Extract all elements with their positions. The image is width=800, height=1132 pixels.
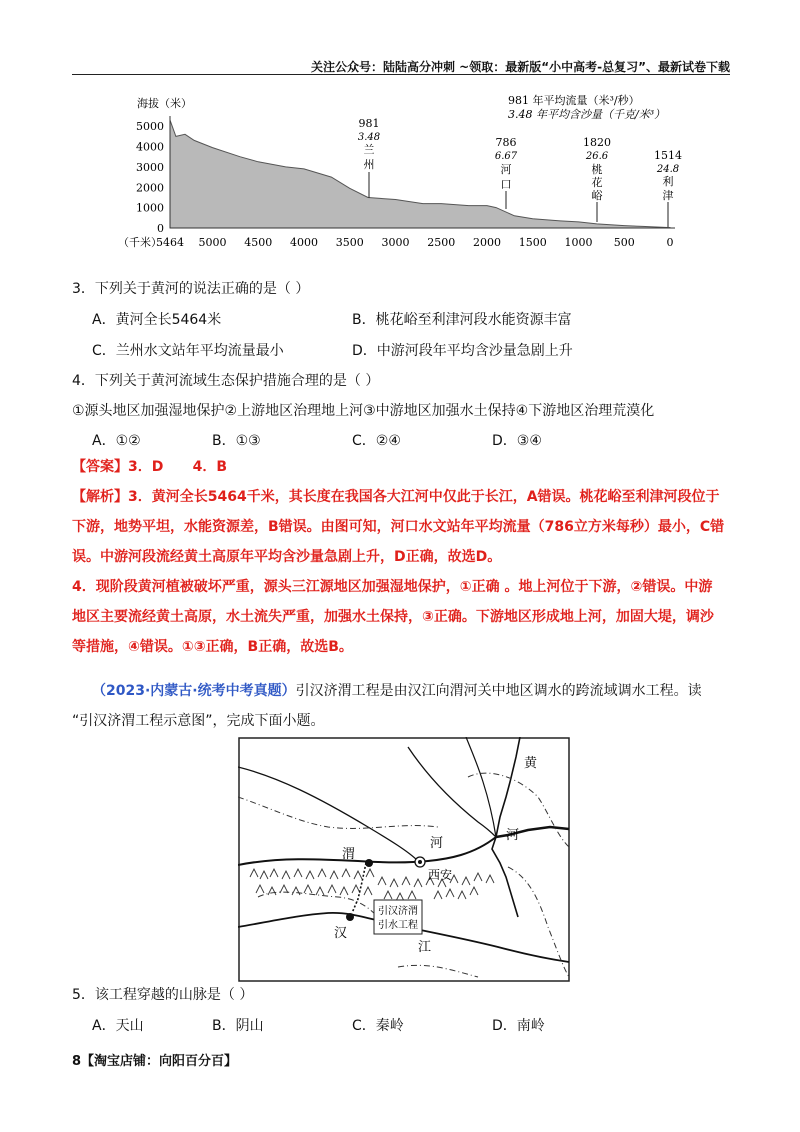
analysis-label: 【解析】 — [72, 489, 128, 505]
page-header: 关注公众号：陆陆高分冲刺 ~领取：最新版“小中高考-总复习”、最新试卷下载 — [311, 60, 730, 74]
intro-source: （2023·内蒙古·统考中考真题） — [92, 683, 296, 699]
y-tick-labels — [136, 120, 164, 235]
x-tick-label: 4000 — [289, 236, 318, 249]
station-taohuayu — [583, 136, 611, 222]
y-tick-label: 0 — [157, 222, 164, 235]
project-label-line-1: 引汉济渭 — [378, 906, 418, 917]
y-tick-label: 3000 — [136, 160, 164, 174]
station-lijin-flow: 1514 — [654, 149, 682, 162]
legend-flow: 981 年平均流量（米³/秒） — [508, 94, 640, 107]
q3-option-d[interactable]: D．中游河段年平均含沙量急剧上升 — [352, 343, 573, 359]
q5-stem: 5．该工程穿越的山脉是（ ） — [72, 987, 254, 1003]
station-taohuayu-name-2: 花 — [591, 176, 603, 189]
label-huang: 黄 — [524, 756, 538, 771]
legend-sediment: 3.48 年平均含沙量（千克/米³） — [508, 108, 666, 121]
q4-stem: 4．下列关于黄河流域生态保护措施合理的是（ ） — [72, 373, 380, 389]
q3-option-a[interactable]: A．黄河全长5464米 — [92, 312, 222, 328]
x-tick-label: 2000 — [472, 236, 501, 249]
station-taohuayu-sediment: 26.6 — [585, 151, 609, 162]
station-lijin — [654, 149, 682, 227]
station-lanzhou-name-1: 兰 — [363, 143, 375, 156]
x-tick-label: 0 — [666, 236, 674, 249]
q3-stem: 3．下列关于黄河的说法正确的是（ ） — [72, 281, 310, 297]
station-lanzhou — [358, 117, 380, 198]
yellow-river-profile-chart — [110, 86, 690, 256]
water-diversion-map — [238, 737, 570, 982]
y-axis-title: 海拔（米） — [137, 97, 192, 110]
x-axis-unit: （千米） — [118, 236, 162, 249]
station-lanzhou-sediment: 3.48 — [357, 132, 381, 143]
station-hekou-name-2: 口 — [500, 178, 512, 191]
q5-option-b[interactable]: B．阴山 — [212, 1018, 264, 1034]
analysis-text-1: 3．黄河全长5464千米，其长度在我国各大江河中仅此于长江，A错误。桃花峪至利津河段位于 — [128, 489, 720, 505]
x-tick-label: 4500 — [244, 236, 273, 249]
intro-line-2: “引汉济渭工程示意图”，完成下面小题。 — [72, 713, 325, 729]
analysis-line-1 — [72, 482, 732, 512]
station-lijin-name-1: 利 — [662, 175, 674, 188]
station-hekou — [495, 136, 518, 209]
station-taohuayu-name-3: 峪 — [591, 189, 603, 202]
q3-option-b[interactable]: B．桃花峪至利津河段水能资源丰富 — [352, 312, 572, 328]
analysis-block — [72, 482, 732, 662]
xian-city-marker-inner — [418, 860, 422, 864]
label-jiang: 江 — [418, 940, 432, 955]
y-tick-label: 2000 — [136, 181, 164, 195]
x-tick-label: 3500 — [335, 236, 364, 249]
analysis-line-3: 误。中游河段流经黄土高原年平均含沙量急剧上升，D正确，故选D。 — [72, 549, 502, 565]
q5-option-c[interactable]: C．秦岭 — [352, 1018, 404, 1034]
station-hekou-name-1: 河 — [500, 163, 512, 176]
analysis-line-6: 等措施，④错误。①③正确，B正确，故选B。 — [72, 639, 353, 655]
x-tick-label: 5000 — [198, 236, 227, 249]
label-xian: 西安 — [428, 868, 453, 882]
intro-line-1 — [92, 680, 702, 700]
answer-text: 3．D 4．B — [128, 459, 228, 475]
label-han: 汉 — [334, 926, 348, 941]
q4-option-c[interactable]: C．②④ — [352, 433, 401, 449]
y-tick-label: 4000 — [136, 140, 164, 154]
analysis-line-2: 下游，地势平坦，水能资源差，B错误。由图可知，河口水文站年平均流量（786立方米每秒）最小，C错 — [72, 519, 725, 535]
station-lijin-name-2: 津 — [662, 189, 674, 202]
x-tick-label: 1000 — [564, 236, 593, 249]
station-taohuayu-name-1: 桃 — [591, 163, 603, 176]
page-footer: 8【淘宝店铺：向阳百分百】 — [72, 1054, 238, 1069]
analysis-line-5: 地区主要流经黄土高原，水土流失严重，加强水土保持，③正确。下游地区形成地上河，加固大堤，调沙 — [72, 609, 714, 625]
intro-text-1: 引汉济渭工程是由汉江向渭河关中地区调水的跨流域调水工程。读 — [295, 683, 702, 699]
q3-option-c[interactable]: C．兰州水文站年平均流量最小 — [92, 343, 284, 359]
station-lanzhou-name-2: 州 — [363, 158, 375, 171]
project-label-line-2: 引水工程 — [378, 920, 418, 931]
q4-option-a[interactable]: A．①② — [92, 433, 141, 449]
x-tick-label: 1500 — [518, 236, 547, 249]
x-tick-label: 2500 — [427, 236, 456, 249]
label-he-1: 河 — [430, 836, 444, 851]
q5-option-d[interactable]: D．南岭 — [492, 1018, 545, 1034]
station-lanzhou-flow: 981 — [358, 117, 380, 130]
q5-option-a[interactable]: A．天山 — [92, 1018, 144, 1034]
station-lijin-sediment: 24.8 — [656, 164, 680, 175]
wei-intake-point — [365, 859, 373, 867]
x-tick-label: 500 — [613, 236, 635, 249]
q4-option-b[interactable]: B．①③ — [212, 433, 261, 449]
y-tick-label: 5000 — [136, 120, 164, 134]
q4-option-d[interactable]: D．③④ — [492, 433, 542, 449]
q4-items: ①源头地区加强湿地保护②上游地区治理地上河③中游地区加强水土保持④下游地区治理荒漠化 — [72, 403, 655, 419]
station-hekou-sediment: 6.67 — [494, 151, 518, 162]
station-hekou-flow: 786 — [495, 136, 517, 149]
label-he-2: 河 — [506, 828, 520, 843]
y-tick-label: 1000 — [136, 201, 164, 215]
station-taohuayu-flow: 1820 — [583, 136, 611, 149]
x-tick-labels — [156, 236, 674, 249]
han-intake-point — [346, 913, 354, 921]
header-divider — [72, 74, 730, 75]
x-tick-label: 3000 — [381, 236, 410, 249]
analysis-line-4: 4．现阶段黄河植被破坏严重，源头三江源地区加强湿地保护，①正确 。地上河位于下游，②错误。中游 — [72, 579, 713, 595]
answer-label: 【答案】 — [72, 459, 128, 475]
x-tick-label: 5464 — [156, 236, 184, 249]
label-wei: 渭 — [342, 847, 356, 862]
answer-line — [72, 452, 227, 482]
